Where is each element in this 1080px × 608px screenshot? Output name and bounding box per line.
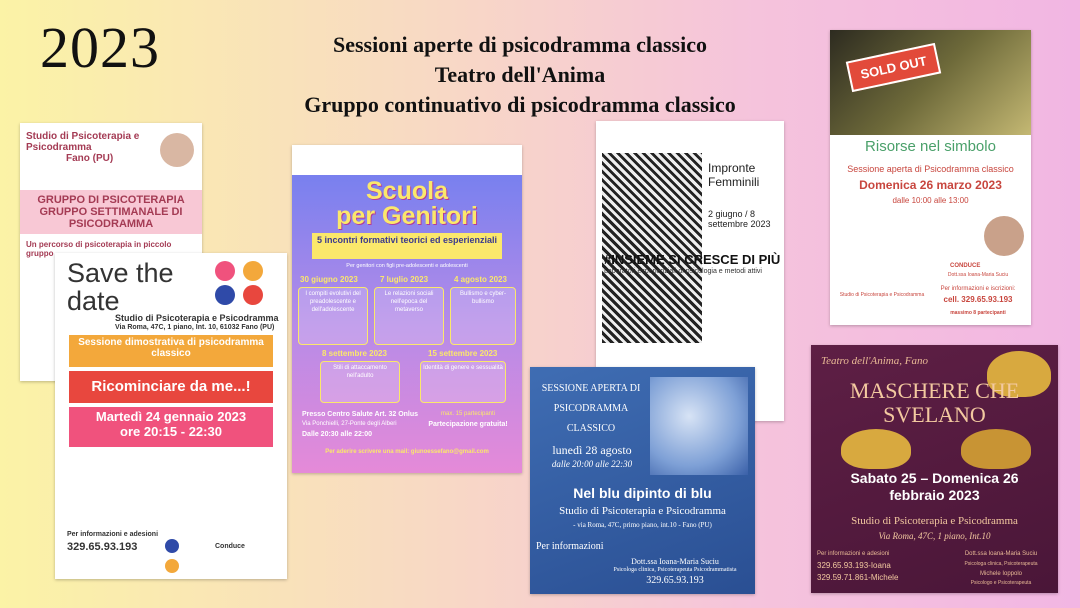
event-time: dalle 10:00 alle 13:00 [892,196,969,205]
venue: Presso Centro Salute Art. 32 Onlus [302,411,419,418]
mask-decoration [961,429,1031,469]
event-dates-line2: febbraio 2023 [889,487,980,503]
free-participation: Partecipazione gratuita! [428,421,508,428]
topic-5: Identità di genere e sessualità [420,361,506,403]
city: Fano (PU) [66,153,114,164]
max-participants: max. 15 partecipanti [440,411,496,417]
scuola-band: 5 incontri formativi teorici ed esperienziali [312,233,502,259]
scuola-title-line2: per Genitori [336,202,478,230]
conduce-label: Conduce [215,543,245,550]
info-label: Per informazioni [536,541,604,552]
event-title: Risorse nel simbolo [865,138,996,155]
headline [220,30,820,120]
date-1: 30 giugno 2023 [300,275,358,284]
year-title: 2023 [40,15,160,80]
studio-name: Studio di Psicoterapia e Psicodramma [559,505,726,517]
conduce-label: CONDUCE [950,263,981,269]
decor-dot [243,261,263,281]
impronte-title: Impronte Femminili [708,161,760,189]
phone-number: cell. 329.65.93.193 [943,295,1013,304]
max-participants: massimo 8 partecipanti [950,310,1006,316]
address: - via Roma, 47C, primo piano, int.10 - Fano (PU) [573,521,712,529]
studio-name: Studio di Psicoterapia e Psicodramma [851,515,1018,527]
poster-risorse[interactable] [830,30,1031,325]
group-banner [20,190,202,234]
address: Via Roma, 47C, 1 piano, Int.10 [878,531,991,541]
poster-save-the-date[interactable] [55,253,287,579]
event-title: Nel blu dipinto di blu [573,485,712,501]
poster-nel-blu[interactable] [530,367,755,594]
decor-dot [165,559,179,573]
studio-name: Studio di Psicoterapia e Psicodramma [26,131,140,153]
sponsor-logos [292,145,522,175]
event-title [811,379,1058,427]
venue: Studio di Psicoterapia e Psicodramma [839,292,925,298]
painting-image [650,377,748,475]
date-4: 8 settembre 2023 [322,349,387,358]
headline-line-1: Sessioni aperte di psicodramma classico [333,32,707,57]
phone-michele: 329.59.71.861-Michele [817,573,899,582]
event-date: Domenica 26 marzo 2023 [859,178,1002,192]
event-date-banner [69,407,273,447]
doctor-name: Dott.ssa Ioana-Maria Suciu [631,557,719,566]
topic-3: Bullismo e cyber-bullismo [450,287,516,345]
headline-line-3: Gruppo continuativo di psicodramma classico [304,92,736,117]
date-5: 15 settembre 2023 [428,349,498,358]
hashtag-title: #INSIEME SI CRESCE DI PIÙ [604,252,781,267]
venue-time: Dalle 20:30 alle 22:00 [302,431,373,438]
venue-address: Via Ponchielli, 27-Ponte degli Alberi [302,421,397,427]
laboratori-subtitle: Laboratori esperienziali di psicologia e metodi attivi [604,268,762,275]
studio-name: Studio di Psicoterapia e Psicodramma [115,313,279,323]
avatar [984,216,1024,256]
second-doctor-role: Psicologo e Psicoterapeuta [970,580,1032,586]
event-dates-line1: Sabato 25 – Domenica 26 [850,470,1019,486]
poster-maschere[interactable] [811,345,1058,593]
theatre-label: Teatro dell'Anima, Fano [821,355,928,367]
topic-1: I compiti evolutivi del preadolescente e dell'adolescente [298,287,368,345]
poster-scuola-genitori[interactable] [292,145,522,473]
info-label: Per informazioni e adesioni [817,551,890,557]
topic-2: Le relazioni sociali nell'epoca del metaverso [374,287,444,345]
scuola-title-line1: Scuola [366,177,448,205]
second-doctor-name: Michele Ioppolo [979,571,1023,577]
contact-email: Per aderire scrivere una mail: giunoessefano@gmail.com [325,449,489,455]
event-date: Martedì 24 gennaio 2023 [95,409,247,424]
session-banner: Sessione dimostrativa di psicodramma classico [69,335,273,367]
save-the-date-title: Save the date [67,258,174,316]
phone-number: 329.65.93.193 [67,541,138,553]
decor-dot [215,261,235,281]
event-time: ore 20:15 - 22:30 [120,424,222,439]
info-label: Per informazioni e adesioni [67,531,159,538]
illustration [602,153,702,343]
event-dates [811,470,1058,504]
session-label: SESSIONE APERTA DI PSICODRAMMA CLASSICO [541,383,641,434]
impronte-dates: 2 giugno / 8 settembre 2023 [708,209,771,229]
group-subtitle: Un percorso di psicoterapia in piccolo gruppo [26,240,172,258]
avatar [160,133,194,167]
address: Via Roma, 47C, 1 piano, Int. 10, 61032 Fano (PU) [115,324,275,331]
sold-out-badge: SOLD OUT [846,43,942,92]
scuola-title [292,179,522,229]
event-title-line1: MASCHERE CHE [849,378,1020,403]
doctor-name: Dott.ssa Ioana-Maria Suciu [947,272,1009,278]
group-banner-line2: GRUPPO SETTIMANALE DI PSICODRAMMA [39,206,183,230]
phone-ioana: 329.65.93.193-Ioana [817,561,891,570]
mask-decoration [841,429,911,469]
event-title: Ricominciare da me...! [69,371,273,403]
headline-line-2: Teatro dell'Anima [434,62,606,87]
decor-dot [215,285,235,305]
group-banner-line1: GRUPPO DI PSICOTERAPIA [37,194,185,206]
date-2: 7 luglio 2023 [380,275,429,284]
doctor-role: Psicologa clinica, Psicoterapeuta Psicodrammatista [613,567,737,573]
session-label: Sessione aperta di Psicodramma classico [847,164,1014,174]
decor-dot [243,285,263,305]
scuola-target: Per genitori con figli pre-adolescenti e adolescenti [346,263,468,269]
event-time: dalle 20:00 alle 22:30 [551,459,633,469]
info-label: Per informazioni e iscrizioni: [940,286,1016,292]
event-date: lunedì 28 agosto [552,443,632,457]
date-3: 4 agosto 2023 [454,275,507,284]
topic-4: Stili di attaccamento nell'adulto [320,361,400,403]
event-title-line2: SVELANO [883,402,986,427]
phone-number: 329.65.93.193 [646,575,704,586]
decor-dot [165,539,179,553]
doctor-role: Psicologa clinica, Psicoterapeuta [964,561,1038,567]
doctor-name: Dott.ssa Ioana-Maria Suciu [964,551,1038,557]
